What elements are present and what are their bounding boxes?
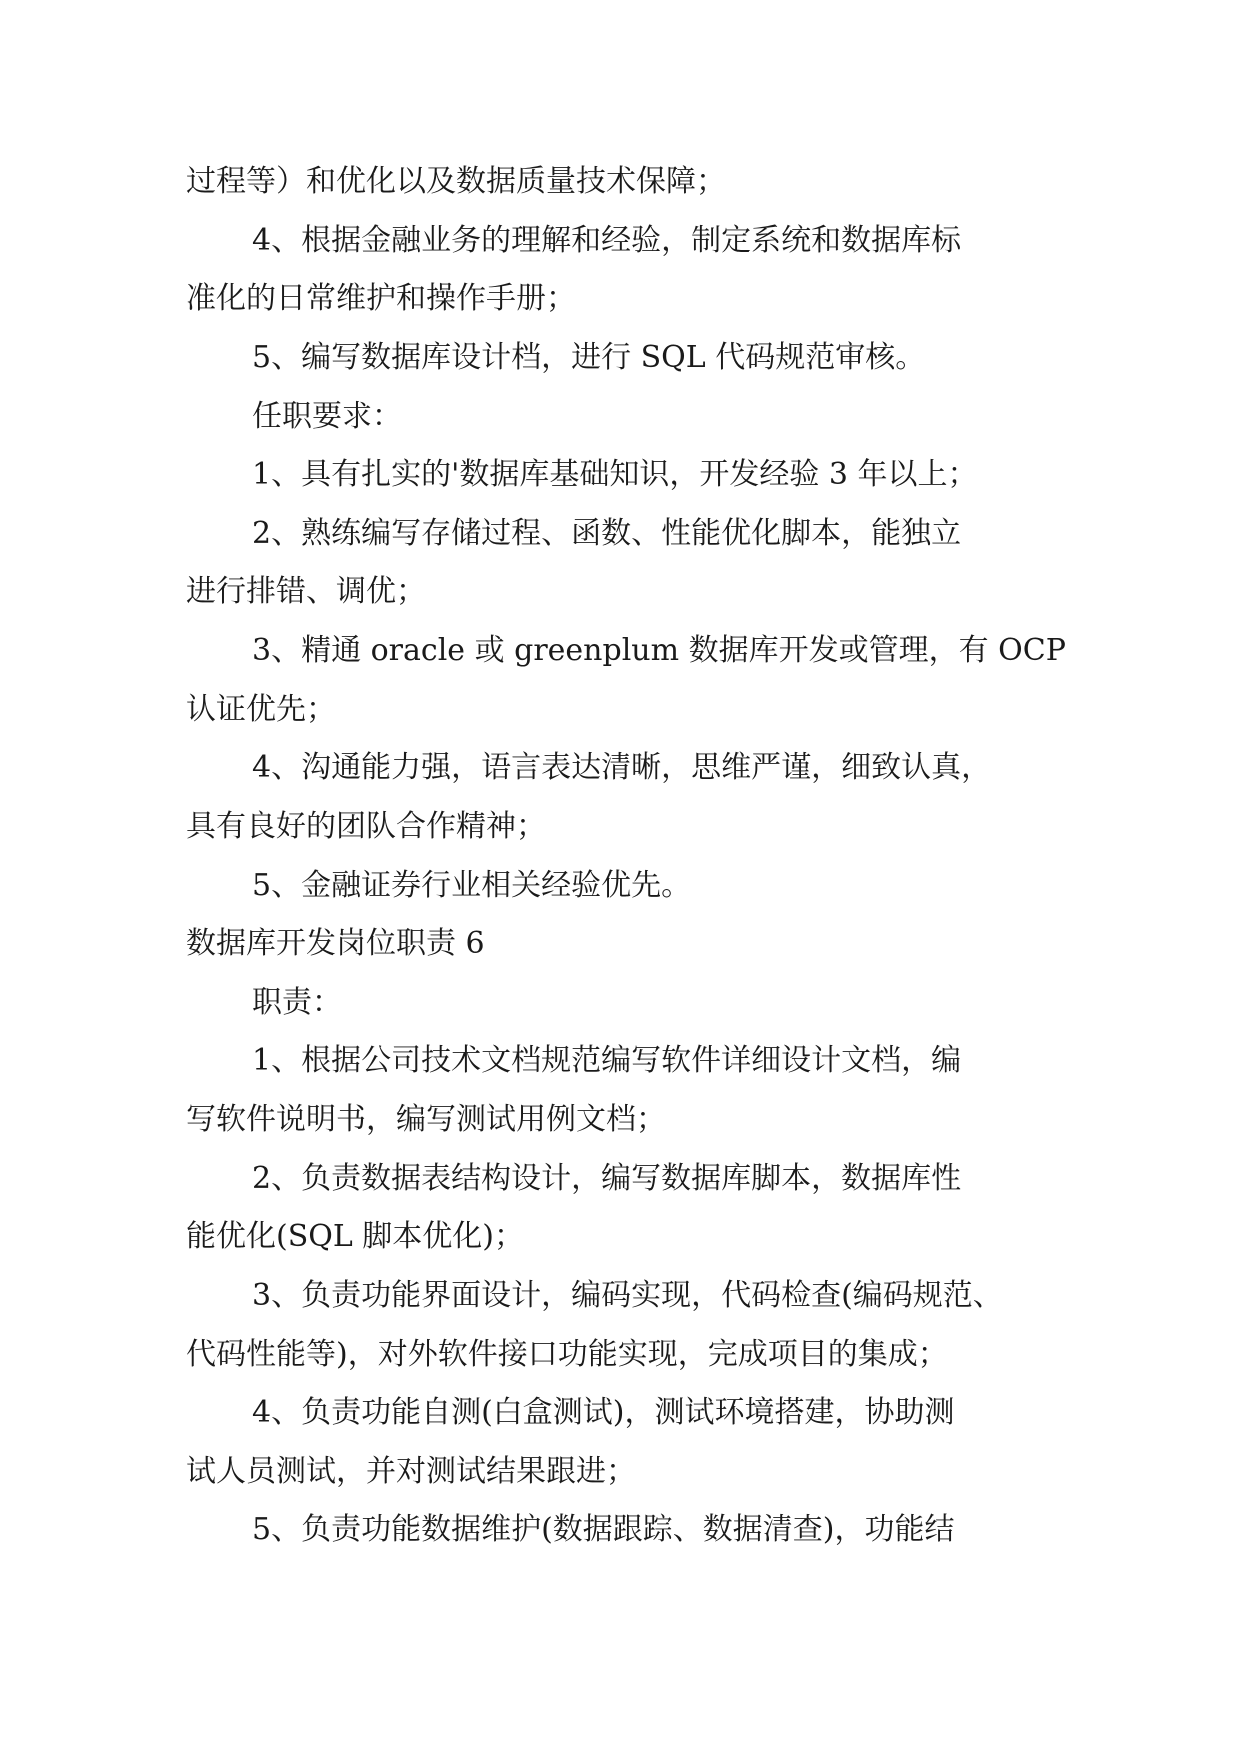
text-line: 试人员测试，并对测试结果跟进； xyxy=(186,1454,636,1489)
text-line: 2、负责数据表结构设计，编写数据库脚本，数据库性 xyxy=(252,1161,962,1196)
text-line: 4、负责功能自测(白盒测试)，测试环境搭建，协助测 xyxy=(252,1395,955,1430)
text-line: 写软件说明书，编写测试用例文档； xyxy=(186,1102,666,1137)
text-line: 4、根据金融业务的理解和经验，制定系统和数据库标 xyxy=(252,223,962,258)
text-line: 4、沟通能力强，语言表达清晰，思维严谨，细致认真， xyxy=(252,750,992,785)
text-line: 2、熟练编写存储过程、函数、性能优化脚本，能独立 xyxy=(252,516,962,551)
text-line: 进行排错、调优； xyxy=(186,574,426,609)
section-label: 任职要求： xyxy=(252,399,402,434)
text-line: 5、金融证券行业相关经验优先。 xyxy=(252,868,692,903)
text-line: 代码性能等)，对外软件接口功能实现，完成项目的集成； xyxy=(186,1337,948,1372)
text-line: 过程等）和优化以及数据质量技术保障； xyxy=(186,164,726,199)
text-line: 具有良好的团队合作精神； xyxy=(186,809,546,844)
text-line: 3、负责功能界面设计，编码实现，代码检查(编码规范、 xyxy=(252,1278,1003,1313)
text-line: 5、编写数据库设计档，进行 SQL 代码规范审核。 xyxy=(252,340,926,375)
text-line: 能优化(SQL 脚本优化)； xyxy=(186,1219,525,1254)
text-line: 认证优先； xyxy=(186,692,336,727)
text-line: 3、精通 oracle 或 greenplum 数据库开发或管理，有 OCP xyxy=(252,633,1066,668)
text-line: 准化的日常维护和操作手册； xyxy=(186,281,576,316)
text-line: 1、根据公司技术文档规范编写软件详细设计文档，编 xyxy=(252,1043,962,1078)
section-heading: 数据库开发岗位职责 6 xyxy=(186,926,485,961)
section-label: 职责： xyxy=(252,985,342,1020)
text-line: 1、具有扎实的'数据库基础知识，开发经验 3 年以上； xyxy=(252,457,978,492)
text-line: 5、负责功能数据维护(数据跟踪、数据清查)，功能结 xyxy=(252,1512,955,1547)
